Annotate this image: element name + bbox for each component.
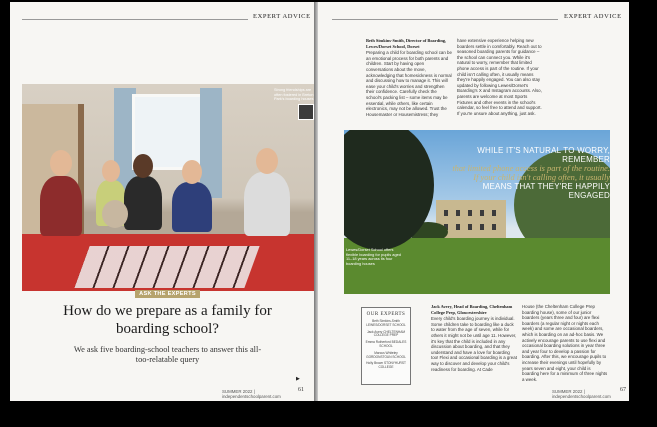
child-1 [40,176,82,236]
footer-issue: SUMMER 2022 | [552,389,585,394]
column-2-text: have extensive experience helping new boarders settle in comfortably. Reach out to seasoned boarding parents for guidance – the school can connect you. While it's natural to worry, remember that limited phone access is part of the routine. If your child isn't calling often, it usually means they're happily engaged. You can also stay updated by following Lewes/Dorset's Boarding's X and Instagram accounts. Also, parents are welcome at most Sports Fixtures and other events in the school's calendar, so feel free to attend and support. If you're unsure about anything, just ask. [457,38,542,116]
curtain-right [200,88,222,198]
column-1 [366,38,452,117]
footer [552,389,629,399]
photo-caption: Lewes/Dorset School offers flexible boarding for pupils aged 11–18 years across its four boarding houses [346,247,401,267]
caption-thumbnail [298,104,314,120]
column-3 [431,304,517,372]
pull-quote-line-4: MEANS THAT THEY'RE HAPPILY ENGAGED [482,182,610,200]
rug-pattern [74,246,259,288]
child-2-head [102,160,120,182]
child-1-head [50,150,72,176]
expert-entry: Beth Simkins-Smith LEWES/DORSET SCHOOL [366,319,406,327]
pull-quote-line-2: that limited phone access is part of the routine. [452,164,610,173]
column-2 [457,38,543,116]
child-3 [172,182,212,232]
our-experts-box [361,307,411,385]
school-photo [344,130,610,294]
adult [124,176,162,230]
footer-issue: SUMMER 2022 | [222,389,255,394]
child-3-head [182,160,202,184]
column-4-text: House (the Cheltenham College Prep boarding house), some of our junior boarders (years three and four) are flexi boarders (a regular night or nights each week) and some are occasional boarders, which is boarding on an ad-hoc basis. We actively encourage parents to use flexi and occasional boarding solutions in year three and year four to develop a passion for boarding. After this, we encourage pupils to increase their evenings until hopefully by years seven and eight, your child is boarding here for a minimum of three nights a week. [522,304,608,382]
right-page [318,2,629,401]
child-4-head [256,148,278,174]
ask-the-experts-badge: ASK THE EXPERTS [135,290,200,298]
expert-entry: Emma Rutherford BEDALES SCHOOL [365,340,407,348]
page-headline: How do we prepare as a family for boarding school? [63,303,272,337]
child-4 [244,172,290,236]
section-header: EXPERT ADVICE [564,13,622,20]
column-4 [522,304,608,382]
pull-quote-line-3: If your child isn't calling often, it usually [473,173,610,182]
sidebox-title: OUR EXPERTS [366,312,406,317]
column-1-text: Preparing a child for boarding school can be an emotional process for both parents and children. Start by having open conversations about the move, acknowledging that homesickness is normal and discussing how to manage it. This will ease your child's worries and strengthen their confidence. Carefully check the school's packing list – some items may be essential, while others, like certain electronics, may not be allowed. Trust the Housemaster or Housemistress; they [366,50,452,117]
footer-site: independentschoolparent.com [222,394,281,399]
left-page [10,2,314,401]
pull-quote [444,146,610,200]
footer-site: independentschoolparent.com [552,394,611,399]
children-photo [22,84,314,291]
header-rule [22,19,248,20]
expert-entry: Marcus Whiteley GORDONSTOUN SCHOOL [366,350,406,359]
column-3-text: Every child's boarding journey is individual. Some children take to boarding like a duck to water from the age of seven, while for others it might not be until age 11. However, it's key that the child is included in any discussion about boarding, and that they understand and have a love for boarding too! Flexi and occasional boarding is a great way to discover and develop your child's readiness for boarding. At Cade [431,316,517,372]
adult-head [133,154,153,178]
teddy-bear [102,200,128,228]
author-1-name: Beth Simkins-Smith, Director of Boarding, Lewes/Dorset School, Dorset [366,38,447,49]
page-number: 61 [298,387,304,393]
header-rule [332,19,558,20]
section-header: EXPERT ADVICE [253,13,311,20]
standfirst: We ask five boarding-school teachers to answer this all-too-relatable query [73,345,262,364]
pull-quote-line-1: WHILE IT'S NATURAL TO WORRY, REMEMBER [477,146,610,164]
continue-arrow-icon: ▶ [296,376,300,382]
expert-entry: Holly Brown STONYHURST COLLEGE [366,361,406,370]
photo-caption: Strong friendships are often fostered in Breton Park's boarding houses [274,88,314,102]
expert-entry: Jack Avery CHELTENHAM COLLEGE PREP [367,329,405,338]
author-2-name: Jack Avery, Head of Boarding, Cheltenham College Prep, Gloucestershire [431,304,513,315]
page-number: 67 [620,387,626,393]
